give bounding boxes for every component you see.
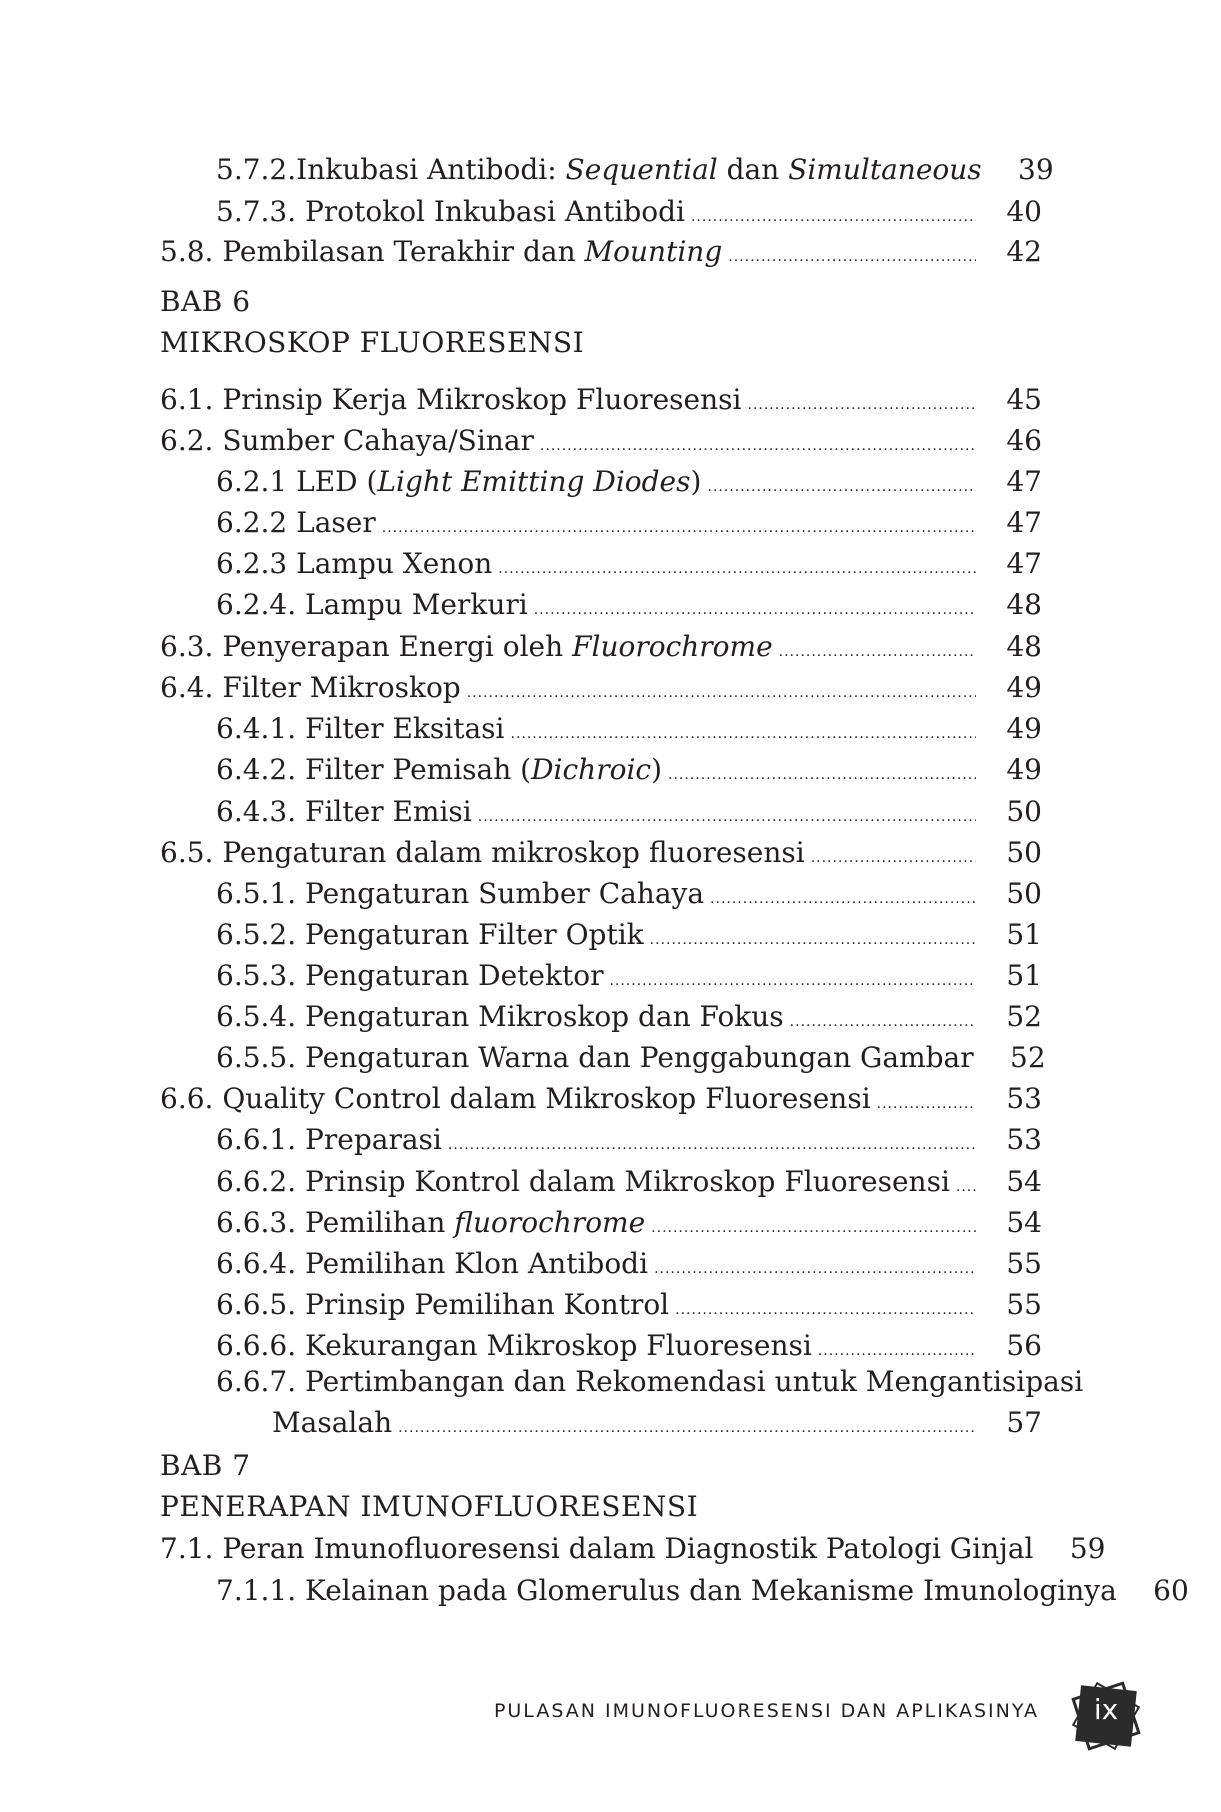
toc-entry-title-part: 6.3. Penyerapan Energi oleh [160, 630, 573, 663]
toc-entry-page-number: 45 [1006, 383, 1042, 416]
toc-entry-page-number: 50 [1006, 836, 1042, 869]
toc-entry[interactable] [216, 956, 1042, 996]
toc-entry-page-number: 39 [1018, 153, 1054, 186]
toc-entry-title-part: 6.2.4. Lampu Merkuri [216, 588, 528, 621]
toc-entry-title [160, 668, 461, 708]
toc-entry-page-number: 46 [1006, 424, 1042, 457]
toc-entry[interactable] [216, 503, 1042, 543]
toc-entry-title-part: 6.4.3. Filter Emisi [216, 795, 472, 828]
dot-leader [779, 632, 976, 672]
toc-entry[interactable] [216, 1038, 1046, 1078]
toc-entry-title [216, 874, 704, 914]
toc-entry-title-part: Masalah [272, 1406, 393, 1439]
dot-leader [811, 838, 976, 878]
toc-entry[interactable] [160, 1079, 1042, 1119]
toc-entry-page-number: 55 [1006, 1288, 1042, 1321]
toc-entry-title [216, 709, 505, 749]
toc-entry-title-part: fluorochrome [454, 1206, 646, 1239]
toc-entry-title-part: Fluorochrome [572, 630, 773, 663]
toc-entry[interactable] [272, 1403, 1042, 1443]
toc-entry[interactable] [216, 874, 1042, 914]
toc-entry-title [216, 503, 376, 543]
dot-leader [398, 1408, 976, 1448]
toc-entry-title-part: Sequential [565, 153, 718, 186]
toc-entry-title-part: 6.5. Pengaturan dalam mikroskop fluoresensi [160, 836, 805, 869]
dot-leader [728, 237, 976, 277]
toc-entry-title [216, 1038, 974, 1078]
dot-leader [382, 508, 976, 548]
toc-entry-page-number: 60 [1153, 1574, 1189, 1607]
toc-entry-title-part: 6.5.5. Pengaturan Warna dan Penggabungan Gambar [216, 1041, 974, 1074]
toc-entry-page-number: 52 [1006, 1000, 1042, 1033]
toc-entry-title [160, 1529, 1033, 1569]
dot-leader [877, 1084, 976, 1124]
toc-entry-title [216, 792, 472, 832]
toc-entry[interactable] [160, 668, 1042, 708]
toc-entry[interactable] [216, 750, 1042, 790]
toc-entry[interactable] [216, 792, 1042, 832]
dot-leader [691, 197, 976, 237]
toc-entry-title [216, 544, 492, 584]
toc-entry-title [216, 1326, 812, 1366]
toc-entry-title-part: 6.6.2. Prinsip Kontrol dalam Mikroskop Fluoresensi [216, 1165, 950, 1198]
toc-entry-page-number: 54 [1006, 1165, 1042, 1198]
toc-entry[interactable] [216, 1162, 1042, 1202]
toc-entry-title-part: 6.1. Prinsip Kerja Mikroskop Fluoresensi [160, 383, 742, 416]
toc-entry-title [160, 1079, 871, 1119]
dot-leader [675, 1290, 976, 1330]
toc-entry-page-number: 40 [1006, 195, 1042, 228]
toc-entry-page-number: 53 [1006, 1123, 1042, 1156]
toc-entry-page-number: 57 [1006, 1406, 1042, 1439]
dot-leader [511, 714, 977, 754]
toc-entry[interactable] [216, 1120, 1042, 1160]
toc-entry-title-part: 6.5.3. Pengaturan Detektor [216, 959, 604, 992]
toc-entry-page-number: 56 [1006, 1329, 1042, 1362]
toc-entry-title-part: 6.4.1. Filter Eksitasi [216, 712, 505, 745]
running-footer-book-title: PULASAN IMUNOFLUORESENSI DAN APLIKASINYA [493, 1700, 1039, 1722]
toc-entry-title [160, 833, 805, 873]
toc-entry-title-part: 6.2.3 Lampu Xenon [216, 547, 493, 580]
toc-entry-title-part: 6.2.1 LED ( [216, 465, 378, 498]
toc-entry-title [216, 915, 644, 955]
toc-entry-title-part: 6.2.2 Laser [216, 506, 376, 539]
toc-entry-title [272, 1403, 392, 1443]
toc-entry-title [160, 627, 773, 667]
toc-entry[interactable] [216, 544, 1042, 584]
dot-leader [467, 673, 976, 713]
dot-leader [956, 1167, 976, 1207]
toc-entry[interactable] [216, 915, 1042, 955]
dot-leader [609, 961, 976, 1001]
toc-entry-title-part: ) [651, 753, 663, 786]
toc-entry-title-part: 5.7.3. Protokol Inkubasi Antibodi [216, 195, 685, 228]
dot-leader [747, 385, 976, 425]
toc-entry[interactable] [216, 1203, 1042, 1243]
toc-entry[interactable] [160, 1529, 1106, 1569]
toc-entry-title-part: 6.4. Filter Mikroskop [160, 671, 461, 704]
toc-entry-title-part: 7.1.1. Kelainan pada Glomerulus dan Mekanisme Imunologinya [216, 1574, 1117, 1607]
toc-entry-page-number: 55 [1006, 1247, 1042, 1280]
toc-entry-title [160, 421, 534, 461]
toc-entry-title-part: Mounting [584, 235, 723, 268]
toc-entry-page-number: 51 [1006, 959, 1042, 992]
toc-entry-title-part: 6.2. Sumber Cahaya/Sinar [160, 424, 534, 457]
dot-leader [478, 797, 976, 837]
toc-entry-title [216, 462, 701, 502]
toc-entry-page-number: 50 [1006, 877, 1042, 910]
toc-entry-page-number: 49 [1006, 671, 1042, 704]
toc-entry-title [216, 585, 528, 625]
toc-entry[interactable] [216, 150, 1054, 190]
toc-entry-title-part: 5.7.2.Inkubasi Antibodi: [216, 153, 566, 186]
toc-entry-title [216, 1203, 645, 1243]
toc-entry[interactable] [216, 462, 1042, 502]
toc-entry-title-part: 6.4.2. Filter Pemisah ( [216, 753, 532, 786]
toc-entry-page-number: 42 [1006, 235, 1042, 268]
dot-leader [651, 1208, 976, 1248]
toc-entry-title-part: 6.5.2. Pengaturan Filter Optik [216, 918, 644, 951]
toc-entry-title-part: 6.6.6. Kekurangan Mikroskop Fluoresensi [216, 1329, 812, 1362]
toc-entry-title [216, 1285, 669, 1325]
toc-entry-title [216, 750, 662, 790]
toc-entry-page-number: 49 [1006, 753, 1042, 786]
dot-leader [654, 1249, 976, 1289]
toc-entry-page-number: 47 [1006, 506, 1042, 539]
toc-entry-page-number: 51 [1006, 918, 1042, 951]
dot-leader [540, 426, 976, 466]
toc-entry[interactable] [216, 709, 1042, 749]
toc-entry-title-part: 6.6. Quality Control dalam Mikroskop Fluoresensi [160, 1082, 871, 1115]
toc-entry-page-number: 50 [1006, 795, 1042, 828]
toc-entry-title-part: Light Emitting Diodes [377, 465, 691, 498]
dot-leader [448, 1125, 976, 1165]
chapter-7-label: BAB 7 [160, 1449, 251, 1482]
toc-entry-page-number: 49 [1006, 712, 1042, 745]
toc-entry-title [216, 997, 784, 1037]
toc-entry-title-part: 6.6.4. Pemilihan Klon Antibodi [216, 1247, 649, 1280]
toc-entry-title [216, 150, 982, 190]
toc-entry-title [216, 1571, 1117, 1611]
chapter-6-label: BAB 6 [160, 285, 251, 318]
dot-leader [710, 879, 976, 919]
dot-leader [534, 590, 976, 630]
toc-entry-title-part: Simultaneous [788, 153, 982, 186]
toc-entry[interactable] [160, 627, 1042, 667]
toc-entry-title [216, 1120, 442, 1160]
toc-entry[interactable] [160, 232, 1042, 272]
toc-entry-title-part: 6.5.1. Pengaturan Sumber Cahaya [216, 877, 705, 910]
dot-leader [790, 1002, 976, 1042]
toc-entry[interactable] [216, 1285, 1042, 1325]
toc-entry-page-number: 47 [1006, 547, 1042, 580]
dot-leader [498, 549, 976, 589]
toc-entry-page-number: 52 [1010, 1041, 1046, 1074]
toc-entry[interactable] [160, 380, 1042, 420]
toc-entry-title-part: 6.6.5. Prinsip Pemilihan Kontrol [216, 1288, 670, 1321]
toc-entry[interactable] [216, 585, 1042, 625]
toc-entry[interactable] [160, 833, 1042, 873]
toc-entry-wrapped-line: 6.6.7. Pertimbangan dan Rekomendasi untuk Mengantisipasi [216, 1365, 1084, 1398]
toc-entry-page-number: 48 [1006, 588, 1042, 621]
toc-entry-title-part: 5.8. Pembilasan Terakhir dan [160, 235, 585, 268]
dot-leader [707, 467, 976, 507]
toc-entry-title-part: 6.6.1. Preparasi [216, 1123, 442, 1156]
dot-leader [650, 920, 976, 960]
toc-entry[interactable] [216, 1326, 1042, 1366]
dot-leader [818, 1331, 976, 1371]
toc-entry[interactable] [216, 997, 1042, 1037]
toc-entry[interactable] [160, 421, 1042, 461]
toc-entry[interactable] [216, 1571, 1189, 1611]
toc-entry-title-part: dan [717, 153, 789, 186]
toc-entry[interactable] [216, 1244, 1042, 1284]
chapter-7-title: PENERAPAN IMUNOFLUORESENSI [160, 1490, 699, 1523]
toc-entry-title [160, 232, 722, 272]
toc-entry-title [160, 380, 741, 420]
toc-entry-title [216, 192, 685, 232]
toc-entry-page-number: 53 [1006, 1082, 1042, 1115]
page-number: ix [1093, 1693, 1119, 1726]
toc-entry-title [216, 956, 603, 996]
toc-entry-title-part: 7.1. Peran Imunofluoresensi dalam Diagnostik Patologi Ginjal [160, 1532, 1034, 1565]
toc-entry-page-number: 48 [1006, 630, 1042, 663]
dot-leader [668, 755, 976, 795]
toc-entry-title-part: ) [690, 465, 702, 498]
toc-entry-title-part: Dichroic [531, 753, 652, 786]
toc-entry-page-number: 59 [1069, 1532, 1106, 1565]
toc-entry-page-number: 47 [1006, 465, 1042, 498]
chapter-6-title: MIKROSKOP FLUORESENSI [160, 326, 585, 359]
toc-entry-title [216, 1162, 950, 1202]
toc-entry[interactable] [216, 192, 1042, 232]
toc-entry-title-part: 6.6.3. Pemilihan [216, 1206, 455, 1239]
toc-entry-title [216, 1244, 648, 1284]
toc-entry-page-number: 54 [1006, 1206, 1042, 1239]
toc-entry-title-part: 6.5.4. Pengaturan Mikroskop dan Fokus [216, 1000, 784, 1033]
